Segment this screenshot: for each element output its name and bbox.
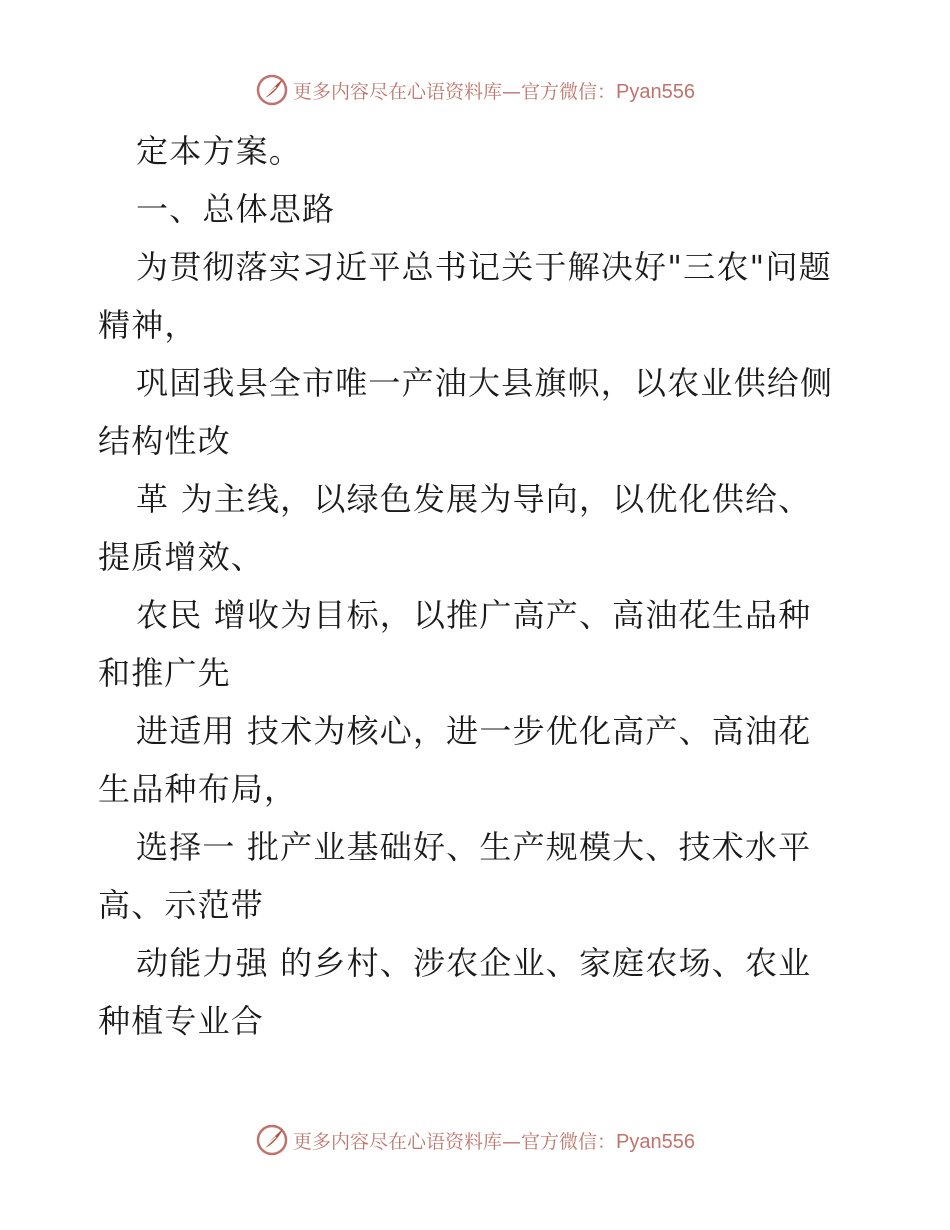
header-watermark <box>0 70 950 110</box>
paragraph-line: 进适用 技术为核心，进一步优化高产、高油花 <box>136 712 812 750</box>
paragraph <box>98 354 858 470</box>
paragraph-line: 为贯彻落实习近平总书记关于解决好"三农"问题 <box>136 248 832 286</box>
paragraph-line: 革 为主线，以绿色发展为导向，以优化供给、 <box>136 480 812 518</box>
paragraph-line-wrap: 精神， <box>98 306 198 344</box>
paragraph <box>98 122 858 180</box>
paragraph <box>98 470 858 586</box>
paragraph-line-wrap: 提质增效、 <box>98 538 265 576</box>
document-body <box>98 122 858 1050</box>
feather-quill-icon <box>255 73 289 107</box>
footer-watermark <box>0 1120 950 1160</box>
paragraph-line-wrap: 生品种布局， <box>98 770 298 808</box>
paragraph-line: 选择一 批产业基础好、生产规模大、技术水平 <box>136 828 812 866</box>
paragraph <box>98 702 858 818</box>
paragraph <box>98 934 858 1050</box>
paragraph-line: 巩固我县全市唯一产油大县旗帜，以农业供给侧 <box>136 364 834 402</box>
paragraph-line: 定本方案。 <box>136 132 303 170</box>
paragraph-line: 农民 增收为目标，以推广高产、高油花生品种 <box>136 596 812 634</box>
paragraph-line-wrap: 高、示范带 <box>98 886 265 924</box>
watermark-text: 更多内容尽在心语资料库—官方微信： <box>293 80 617 103</box>
feather-quill-icon <box>255 1123 289 1157</box>
watermark-wechat-id: Pyan556 <box>616 80 695 103</box>
watermark-wechat-id: Pyan556 <box>616 1130 695 1153</box>
paragraph-line: 动能力强 的乡村、涉农企业、家庭农场、农业 <box>136 944 812 982</box>
paragraph <box>98 238 858 354</box>
section-heading <box>98 180 858 238</box>
paragraph-line-wrap: 种植专业合 <box>98 1002 265 1040</box>
paragraph <box>98 818 858 934</box>
watermark-text: 更多内容尽在心语资料库—官方微信： <box>293 1130 617 1153</box>
paragraph-line-wrap: 和推广先 <box>98 654 231 692</box>
paragraph <box>98 586 858 702</box>
paragraph-line: 一、总体思路 <box>136 190 336 228</box>
paragraph-line-wrap: 结构性改 <box>98 422 231 460</box>
